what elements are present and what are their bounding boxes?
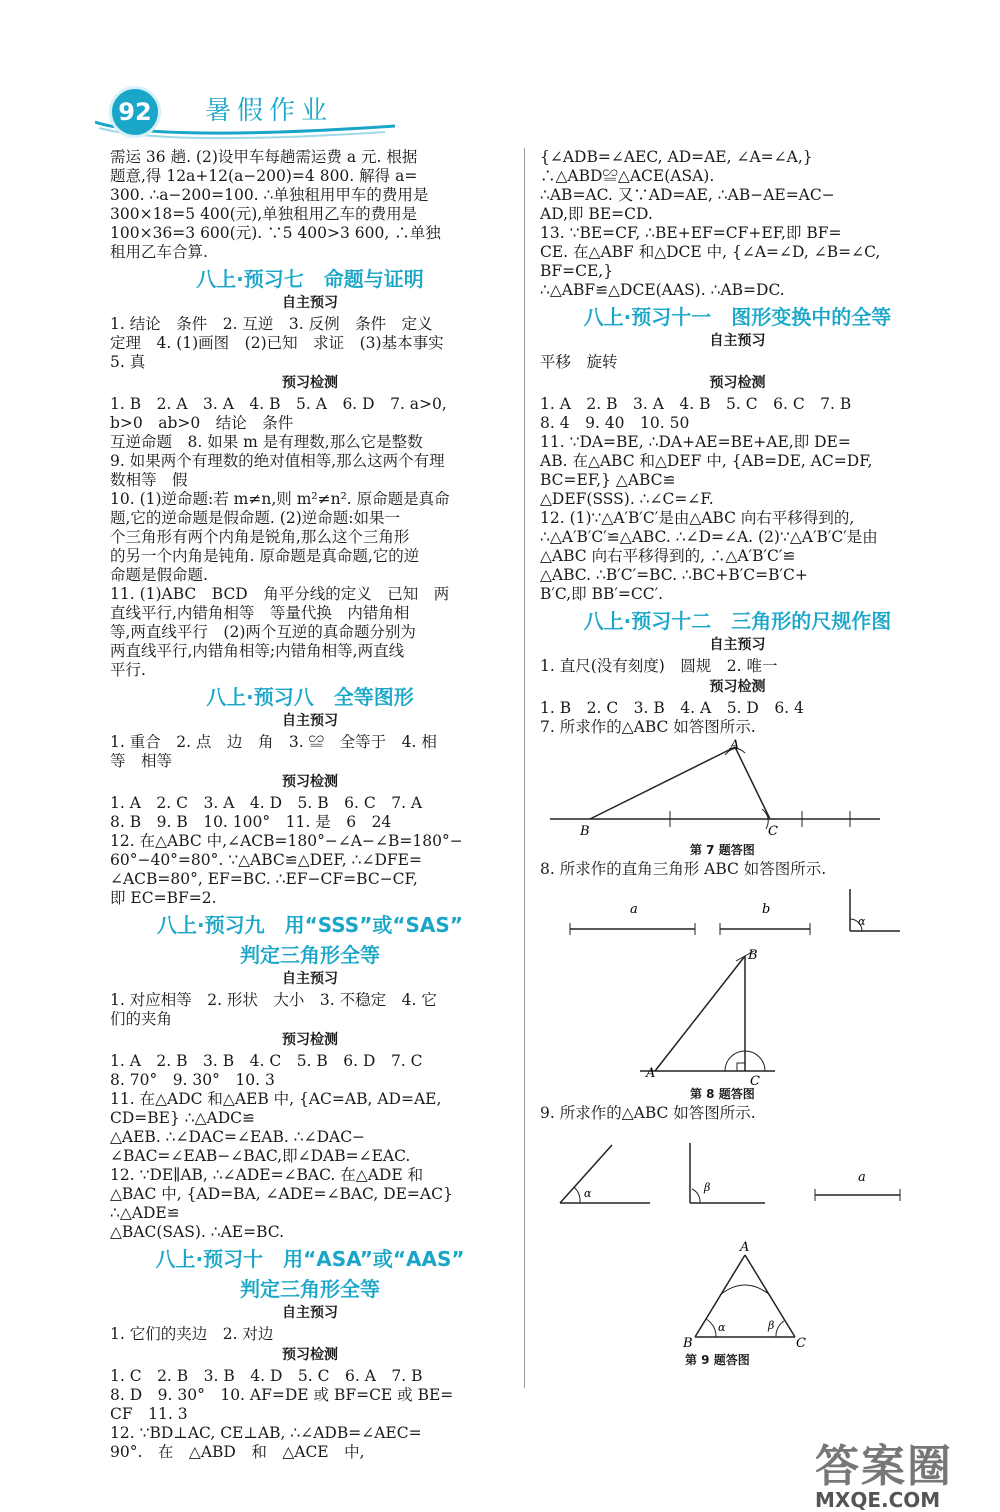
label-alpha-given: α <box>584 1187 592 1200</box>
text-line: 两直线平行,内错角相等;内错角相等,两直线 <box>110 642 405 660</box>
section-title: 八上·预习八 全等图形 <box>206 685 414 709</box>
text-line: b>0 ab>0 结论 条件 <box>110 414 294 432</box>
text-line: 11. ∵DA=BE, ∴DA+AE=BE+AE,即 DE= <box>540 433 851 451</box>
section-title: 八上·预习七 命题与证明 <box>196 267 424 291</box>
subsection-title: 预习检测 <box>282 774 338 790</box>
text-line: ∠BAC=∠EAB−∠BAC,即∠DAB=∠EAC. <box>110 1147 411 1165</box>
text-line: 12. ∵BD⊥AC, CE⊥AB, ∴∠ADB=∠AEC= <box>110 1424 422 1442</box>
text-line: ∴△ABF≌△DCE(AAS). ∴AB=DC. <box>540 281 785 299</box>
text-line: 题意,得 12a+12(a−200)=4 800. 解得 a= <box>110 167 418 185</box>
section-title-line2: 判定三角形全等 <box>240 943 380 967</box>
text-line: 100×36=3 600(元). ∵5 400>3 600, ∴单独 <box>110 224 441 242</box>
text-line: △ABC. ∴B′C′=BC. ∴BC+B′C=B′C+ <box>540 566 808 584</box>
section-title-line2: 判定三角形全等 <box>240 1277 380 1301</box>
text-line: 1. A 2. C 3. A 4. D 5. B 6. C 7. A <box>110 794 423 812</box>
text-line: 12. 在△ABC 中,∠ACB=180°−∠A−∠B=180°− <box>110 832 463 850</box>
label-beta-given: β <box>704 1181 711 1194</box>
text-line: 直线平行,内错角相等 等量代换 内错角相 <box>110 604 410 622</box>
text-line: 8. 70° 9. 30° 10. 3 <box>110 1071 275 1089</box>
watermark <box>815 1430 953 1512</box>
text-line: 60°−40°=80°. ∵△ABC≌△DEF, ∴∠DFE= <box>110 851 422 869</box>
text-line: {∠ADB=∠AEC, AD=AE, ∠A=∠A,} ∴△ABD≌△ACE(ASA). <box>540 148 829 185</box>
text-line: 12. (1)∵△A′B′C′是由△ABC 向右平移得到的, <box>540 509 855 527</box>
text-line: 1. A 2. B 3. B 4. C 5. B 6. D 7. C <box>110 1052 423 1070</box>
label-alpha: α <box>858 915 866 928</box>
text-line: 1. 对应相等 2. 形状 大小 3. 不稳定 4. 它 <box>110 991 437 1009</box>
label-beta-result: β <box>768 1319 775 1332</box>
text-line: 平行. <box>110 661 146 679</box>
subsection-title: 预习检测 <box>282 1347 338 1363</box>
section-title: 八上·预习十二 三角形的尺规作图 <box>583 609 892 633</box>
column-divider <box>524 148 525 1388</box>
label-a-segment: a <box>630 902 638 917</box>
text-line: 个三角形有两个内角是锐角,那么这个三角形 <box>110 528 410 546</box>
text-line: ∴AB=AC. 又∵AD=AE, ∴AB−AE=AC− <box>540 186 835 204</box>
watermark-url: MXQE.COM <box>815 1488 941 1512</box>
text-line: CE. 在△ABF 和△DCE 中, {∠A=∠D, ∠B=∠C, BF=CE,} <box>540 243 881 280</box>
text-line: 5. 真 <box>110 353 146 371</box>
text-line: 8. 所求作的直角三角形 ABC 如答图所示. <box>540 860 827 878</box>
subsection-title: 预习检测 <box>709 679 766 695</box>
text-line: 平移 旋转 <box>540 353 618 371</box>
text-line: 命题是假命题. <box>110 566 208 584</box>
text-line: 1. C 2. B 3. B 4. D 5. C 6. A 7. B <box>110 1367 423 1385</box>
label-a-vertex: A <box>646 1066 656 1081</box>
label-c-vertex: C <box>750 1074 760 1089</box>
text-line: ∴△A′B′C′≌△ABC. ∴∠D=∠A. (2)∵△A′B′C′是由 <box>540 528 878 546</box>
subsection-title: 自主预习 <box>709 333 766 349</box>
text-line: 互逆命题 8. 如果 m 是有理数,那么它是整数 <box>110 433 423 451</box>
text-line: 300×18=5 400(元),单独租用乙车的费用是 <box>110 205 418 223</box>
text-line: 数相等 假 <box>110 471 188 489</box>
label-b-vertex: B <box>683 1336 693 1351</box>
text-line: △BAC 中, {AD=BA, ∠ADE=∠BAC, DE=AC} ∴△ADE≌ <box>110 1185 453 1222</box>
text-line: AD,即 BE=CD. <box>540 205 653 223</box>
text-line: 需运 36 趟. (2)设甲车每趟需运费 a 元. 根据 <box>110 148 418 166</box>
text-line: 8. 4 9. 40 10. 50 <box>540 414 690 432</box>
text-line: 8. D 9. 30° 10. AF=DE 或 BF=CE 或 BE= <box>110 1386 454 1404</box>
label-alpha-result: α <box>718 1321 726 1334</box>
text-line: 12. ∵DE∥AB, ∴∠ADE=∠BAC. 在△ADE 和 <box>110 1166 424 1184</box>
text-line: 11. (1)ABC BCD 角平分线的定义 已知 两 <box>110 585 450 603</box>
text-line: 的另一个内角是钝角. 原命题是真命题,它的逆 <box>110 547 420 565</box>
text-line: B′C,即 BB′=CC′. <box>540 585 664 603</box>
subsection-title: 自主预习 <box>709 637 766 653</box>
text-line: 9. 所求作的△ABC 如答图所示. <box>540 1104 756 1122</box>
text-line: ∠ACB=80°, EF=BC. ∴EF−CF=BC−CF, <box>110 870 418 888</box>
text-line: 即 EC=BF=2. <box>110 889 217 907</box>
subsection-title: 自主预习 <box>282 971 338 987</box>
text-line: 90°. 在 △ABD 和 △ACE 中, <box>110 1443 365 1461</box>
text-line: 11. 在△ADC 和△AEB 中, {AC=AB, AD=AE, CD=BE} ∴△ADC≌ <box>110 1090 442 1127</box>
text-line: 10. (1)逆命题:若 m≠n,则 m²≠n². 原命题是真命 <box>110 490 450 508</box>
text-line: 13. ∵BE=CF, ∴BE+EF=CF+EF,即 BF= <box>540 224 842 242</box>
text-line: 等 相等 <box>110 752 173 770</box>
watermark-logo: 答案圈 <box>815 1441 953 1492</box>
label-c: C <box>768 824 778 839</box>
right-column <box>540 148 935 1370</box>
text-line: 定理 4. (1)画图 (2)已知 求证 (3)基本事实 <box>110 334 444 352</box>
text-line: △BAC(SAS). ∴AE=BC. <box>110 1223 285 1241</box>
figure-caption: 第 9 题答图 <box>685 1353 750 1367</box>
text-line: 题,它的逆命题是假命题. (2)逆命题:如果一 <box>110 509 400 527</box>
text-line: 1. 它们的夹边 2. 对边 <box>110 1325 274 1343</box>
text-line: AB. 在△ABC 和△DEF 中, {AB=DE, AC=DF, BC=EF,} △ABC≌ <box>540 452 873 489</box>
figure-caption: 第 8 题答图 <box>690 1087 755 1101</box>
page-header <box>95 82 505 142</box>
text-line: 8. B 9. B 10. 100° 11. 是 6 24 <box>110 813 392 831</box>
text-line: 300. ∴a−200=100. ∴单独租用甲车的费用是 <box>110 186 429 204</box>
text-line: 1. 结论 条件 2. 互逆 3. 反例 条件 定义 <box>110 315 433 333</box>
text-line: 1. 重合 2. 点 边 角 3. ≌ 全等于 4. 相 <box>110 733 437 751</box>
label-a: A <box>730 739 740 753</box>
text-line: 9. 如果两个有理数的绝对值相等,那么这两个有理 <box>110 452 445 470</box>
subsection-title: 预习检测 <box>709 375 766 391</box>
label-b: B <box>580 824 590 839</box>
subsection-title: 预习检测 <box>282 1032 338 1048</box>
text-line: 租用乙车合算. <box>110 243 208 261</box>
figure-caption: 第 7 题答图 <box>690 843 755 857</box>
subsection-title: 自主预习 <box>282 713 338 729</box>
label-c-vertex: C <box>796 1336 806 1351</box>
text-line: 1. 直尺(没有刻度) 圆规 2. 唯一 <box>540 657 778 675</box>
text-line: △AEB. ∴∠DAC=∠EAB. ∴∠DAC− <box>110 1128 366 1146</box>
page-number: 92 <box>109 86 161 138</box>
text-line: 7. 所求作的△ABC 如答图所示. <box>540 718 756 736</box>
section-title: 八上·预习九 用“SSS”或“SAS” <box>157 913 463 937</box>
figure-7 <box>540 739 920 839</box>
section-title: 八上·预习十 用“ASA”或“AAS” <box>155 1247 465 1271</box>
text-line: 们的夹角 <box>110 1010 173 1028</box>
text-line: △DEF(SSS). ∴∠C=∠F. <box>540 490 714 508</box>
text-line: 等,两直线平行 (2)两个互逆的真命题分别为 <box>110 623 416 641</box>
text-line: CF 11. 3 <box>110 1405 188 1423</box>
left-column <box>110 148 510 1462</box>
label-a-segment: a <box>858 1170 866 1185</box>
intro-block <box>110 148 510 262</box>
label-b-vertex: B <box>748 948 758 963</box>
book-title: 暑假作业 <box>205 96 334 126</box>
figure-9 <box>540 1125 920 1355</box>
text-line: 1. B 2. A 3. A 4. B 5. A 6. D 7. a>0, <box>110 395 447 413</box>
label-a-vertex: A <box>740 1240 750 1255</box>
subsection-title: 预习检测 <box>282 375 338 391</box>
subsection-title: 自主预习 <box>282 295 338 311</box>
label-b-segment: b <box>762 902 771 917</box>
subsection-title: 自主预习 <box>282 1305 338 1321</box>
section-title: 八上·预习十一 图形变换中的全等 <box>583 305 892 329</box>
text-line: △ABC 向右平移得到的, ∴△A′B′C′≌ <box>540 547 796 565</box>
figure-8 <box>540 881 920 1091</box>
text-line: 1. B 2. C 3. B 4. A 5. D 6. 4 <box>540 699 804 717</box>
text-line: 1. A 2. B 3. A 4. B 5. C 6. C 7. B <box>540 395 852 413</box>
